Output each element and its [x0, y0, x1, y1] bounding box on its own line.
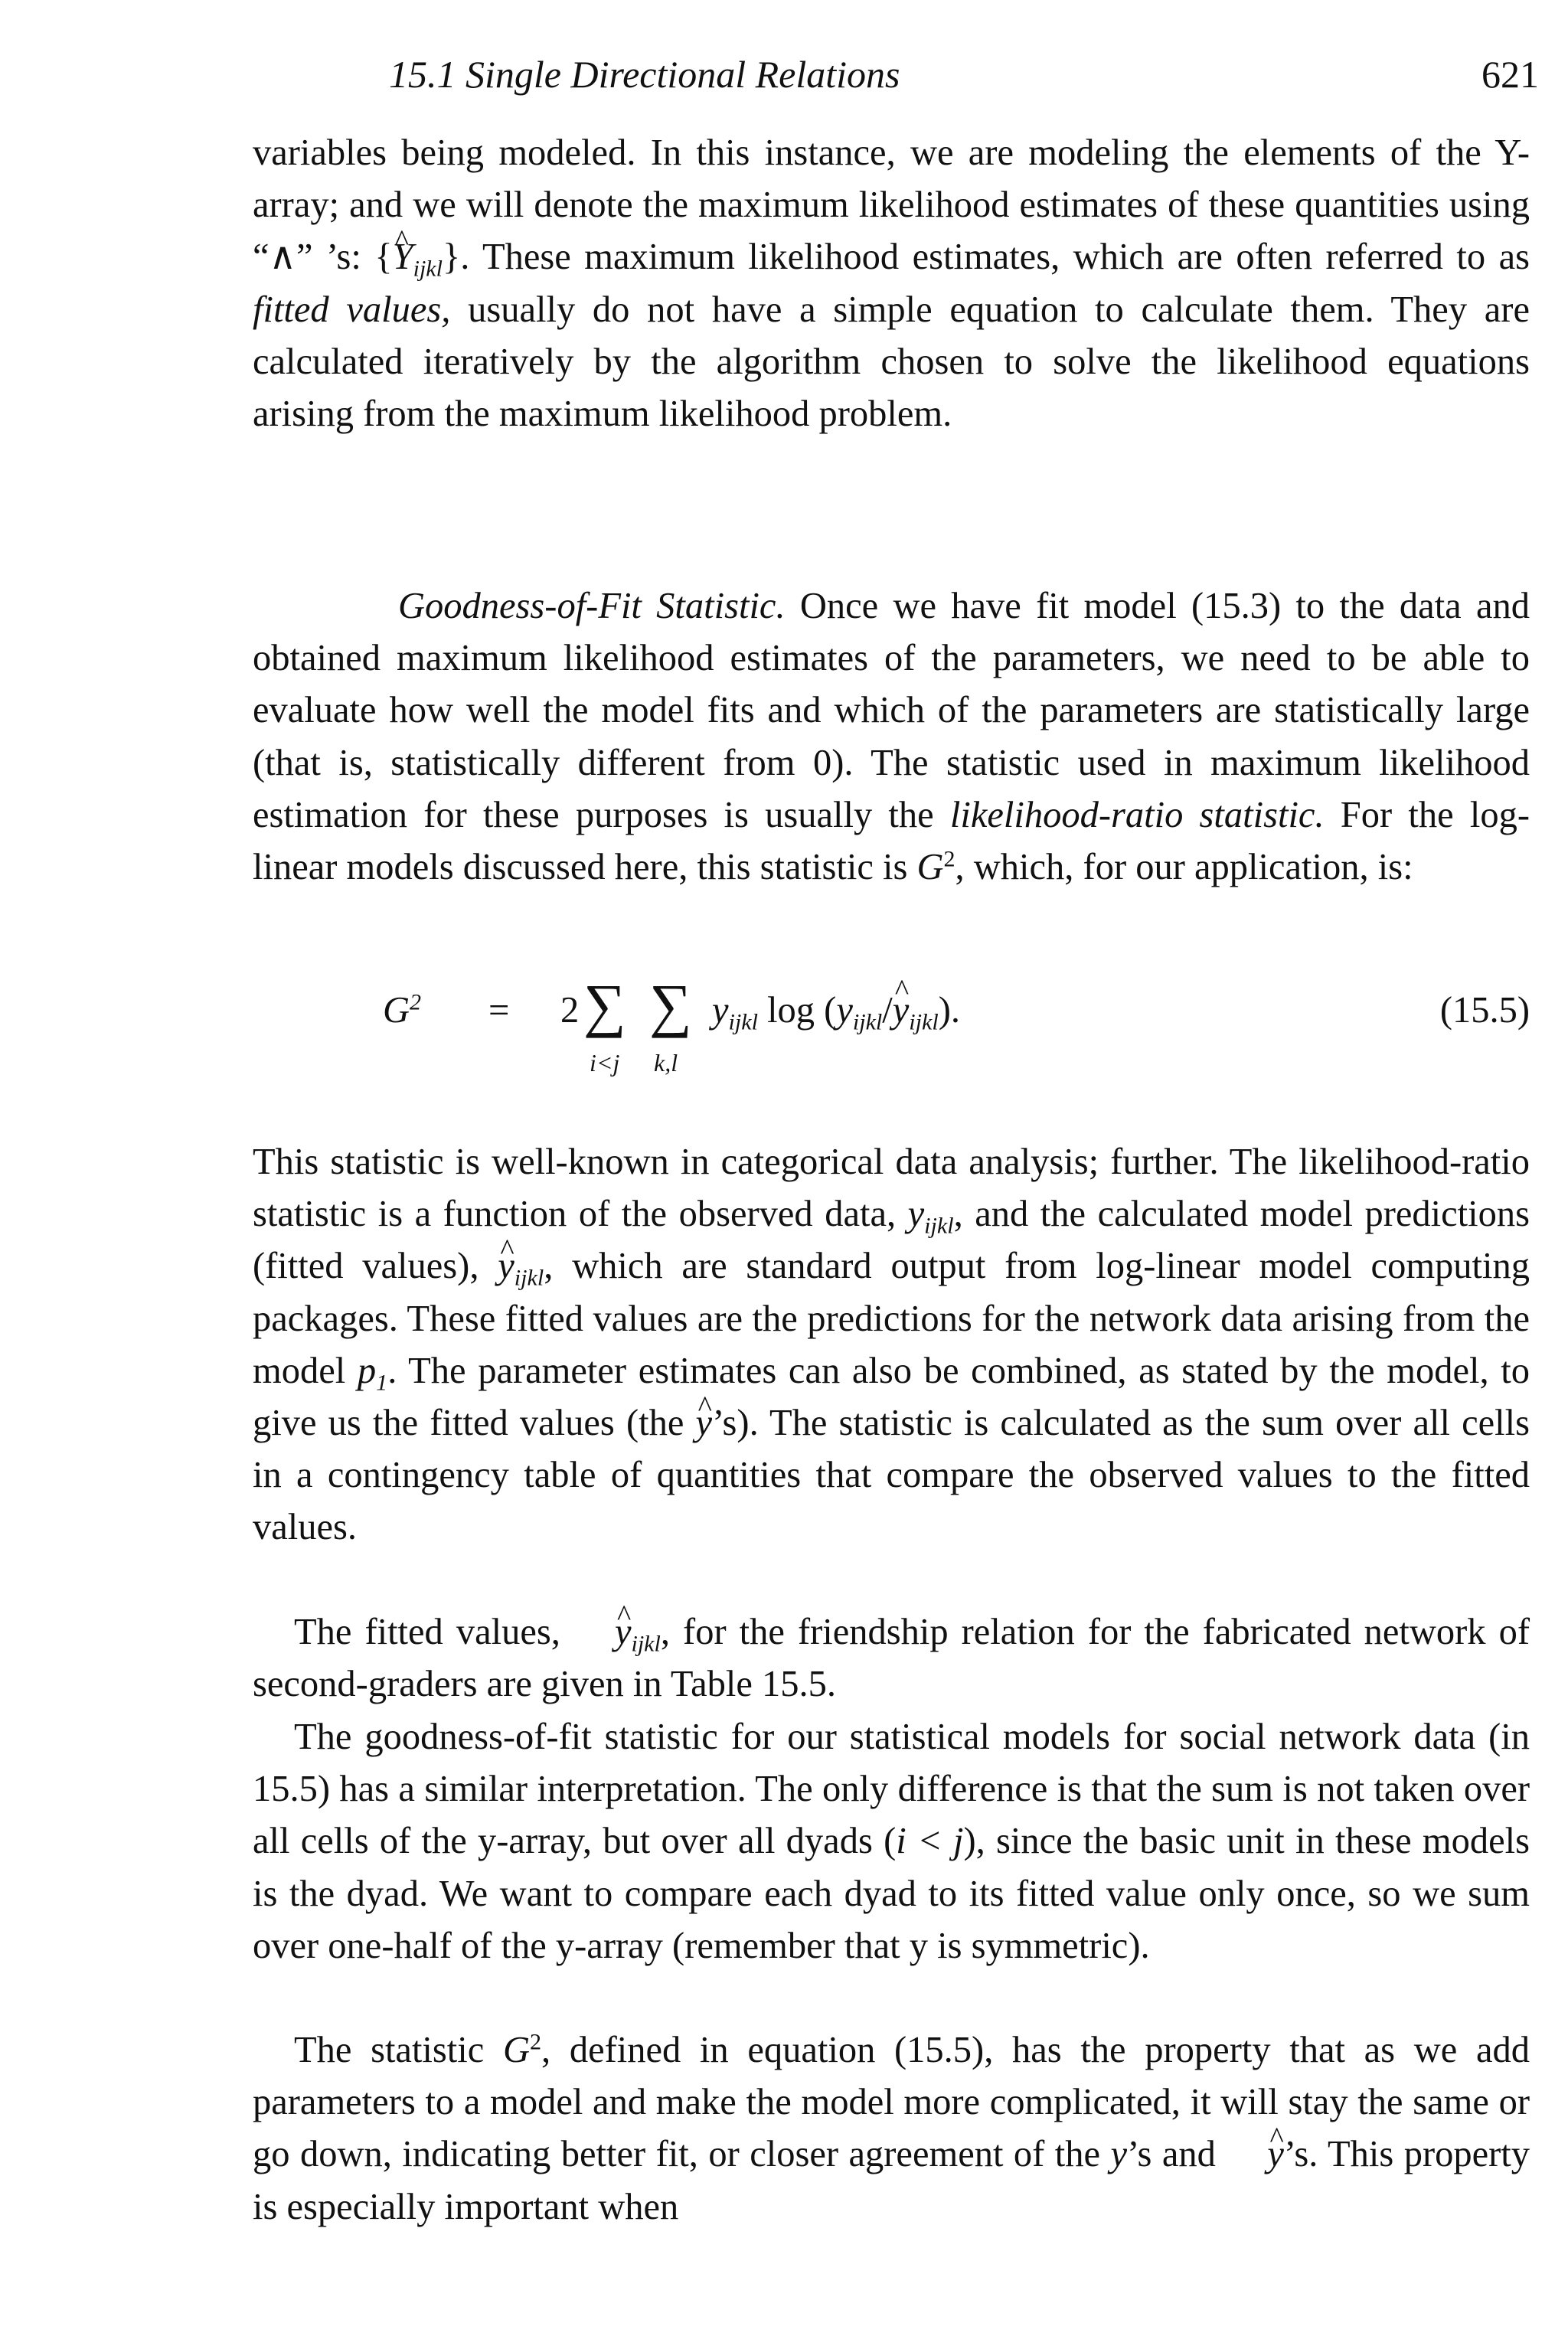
summation-symbol: ∑: [583, 972, 626, 1038]
section-heading: Goodness-of-Fit Statistic.: [398, 586, 786, 626]
paragraph-fitted-table: The fitted values, ^ $y_{ijkl}$, for the friendship relation for the fabricated network of second-graders are given in Table 15.5.: [253, 1606, 1530, 1710]
page-header: [253, 46, 1539, 107]
page-number: 621: [1481, 53, 1539, 96]
paragraph-g2-property: The statistic $G^2$, defined in equation (15.5), has the property that as we add parameters to a model and make the model more complicated, it will stay the same or go down, indicating better fit, or closer agreement of the y’s and ^ y’s. This property is especially important when: [253, 2024, 1530, 2233]
equation-15-5: $G^2$ = 2 ∑ ∑ i<j k,l $y_{ijkl}$ $\log (y_{ijkl}/\^{}$ $y_{ijkl}$). (15.5): [253, 972, 1530, 1103]
paragraph-goodness-of-fit: Goodness-of-Fit Statistic. Once we have fit model (15.3) to the data and obtained maximum likelihood estimates of the parameters, we need to be able to evaluate how well the model fits and which of the parameters are statistically large (that is, statistically different from 0). The statistic used in maximum likelihood estimation for these purposes is usually the likelihood-ratio statistic. For the log-linear models discussed here, this statistic is $G^2$, which, for our application, is:: [253, 586, 1530, 888]
summation-symbol: ∑: [649, 972, 692, 1038]
equation-label: (15.5): [1439, 990, 1530, 1031]
paragraph-fitted-values: variables being modeled. In this instance, we are modeling the elements of the Y-array; and we will denote the maximum likelihood estimates of these quantities using “∧” ’s: {^ $Y_{ijkl}$}. These maximum likelihood estimates, which are often referred to as fitted values, usually do not have a simple equation to calculate them. They are calculated iteratively by the algorithm chosen to solve the likelihood equations arising from the maximum likelihood problem.: [253, 127, 1530, 440]
emphasis-fitted-values: fitted values,: [253, 289, 451, 330]
paragraph-dyads: The goodness-of-fit statistic for our statistical models for social network data (in 15.5) has a similar interpretation. The only difference is that the sum is not taken over all cells of the y-array, but over all dyads (i < j), since the basic unit in these models is the dyad. We want to compare each dyad to its fitted value only once, so we sum over one-half of the y-array (remember that y is symmetric).: [253, 1717, 1530, 1966]
emphasis-likelihood-ratio: likelihood-ratio statistic.: [949, 794, 1325, 835]
y-hat-symbol: ^ Y: [393, 231, 413, 283]
running-head: 15.1 Single Directional Relations: [389, 53, 900, 96]
paragraph-likelihood-ratio: This statistic is well-known in categorical data analysis; further. The likelihood-ratio statistic is a function of the observed data, $y_{ijkl}$, and the calculated model predictions (fitted values), ^ $y_{ijkl}$, which are standard output from log-linear model computing packages. These fitted values are the predictions for the network data arising from the model $p_1$. The parameter estimates can also be combined, as stated by the model, to give us the fitted values (the ^ y’s). The statistic is calculated as the sum over all cells in a contingency table of quantities that compare the observed values to the fitted values.: [253, 1136, 1530, 1554]
